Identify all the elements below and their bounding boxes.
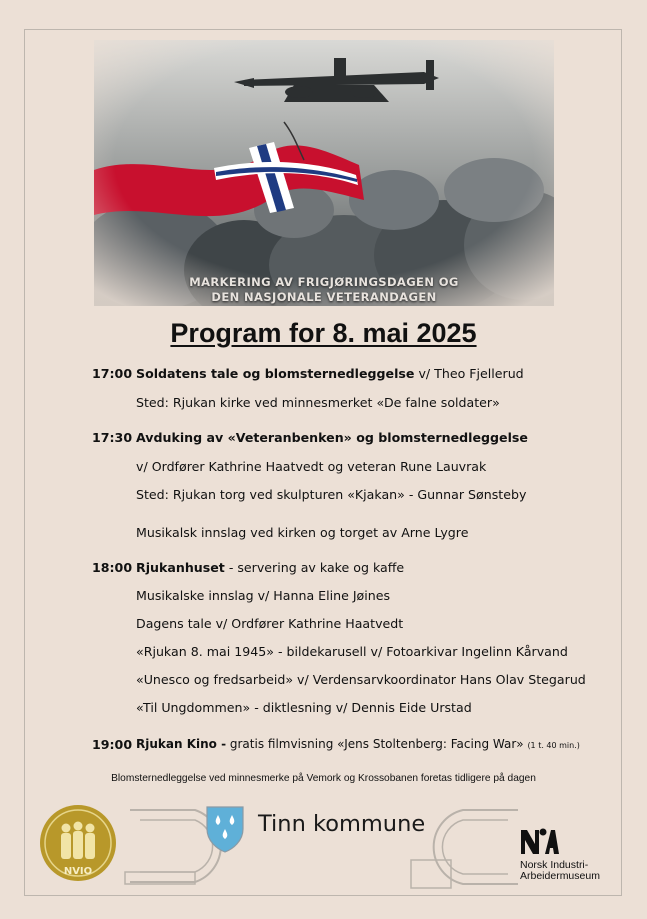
nvio-logo <box>39 804 117 882</box>
hero-image <box>94 40 554 306</box>
item-3-heading: Rjukanhuset <box>136 560 225 575</box>
item-4-duration: (1 t. 40 min.) <box>527 741 580 750</box>
program-item-3-line2: Musikalske innslag v/ Hanna Eline Jøines <box>136 588 391 603</box>
program-item-2-line2: v/ Ordfører Kathrine Haatvedt og veteran Rune Lauvrak <box>136 459 487 474</box>
program-item-1-line1 <box>136 366 524 381</box>
nia-line2: Arbeidermuseum <box>520 870 600 882</box>
program-item-2-venue: Sted: Rjukan torg ved skulpturen «Kjakan» - Gunnar Sønsteby <box>136 487 527 502</box>
program-item-3-line3: Dagens tale v/ Ordfører Kathrine Haatvedt <box>136 616 404 631</box>
program-item-4-line1 <box>136 737 580 751</box>
program-item-2-heading <box>136 430 528 445</box>
item-1-heading: Soldatens tale og blomsternedleggelse <box>136 366 415 381</box>
tinn-kommune-wordmark: Tinn kommune <box>258 811 426 837</box>
hero-caption-line2: DEN NASJONALE VETERANDAGEN <box>211 290 437 304</box>
nia-line1: Norsk Industri- <box>520 859 589 871</box>
program-title: Program for 8. mai 2025 <box>170 318 477 348</box>
program-item-3-line5: «Unesco og fredsarbeid» v/ Verdensarvkoordinator Hans Olav Stegarud <box>136 672 586 687</box>
nia-name <box>520 860 600 882</box>
program-item-3-line1 <box>136 560 404 575</box>
program-item-3-line6: «Til Ungdommen» - diktlesning v/ Dennis Eide Urstad <box>136 700 472 715</box>
time-1700: 17:00 <box>92 366 133 381</box>
time-1800: 18:00 <box>92 560 133 575</box>
nvio-text: NVIO <box>63 866 93 877</box>
program-item-3-line4: «Rjukan 8. mai 1945» - bildekarusell v/ Fotoarkivar Ingelinn Kårvand <box>136 644 568 659</box>
nia-logo-mark <box>519 826 559 856</box>
program-item-2-music: Musikalsk innslag ved kirken og torget av Arne Lygre <box>136 525 469 540</box>
item-2-heading: Avduking av «Veteranbenken» og blomsternedleggelse <box>136 430 528 445</box>
item-3-detail: - servering av kake og kaffe <box>224 560 405 575</box>
footer-note: Blomsternedleggelse ved minnesmerke på Vemork og Krossobanen foretas tidligere på dagen <box>111 773 536 784</box>
item-1-speaker: v/ Theo Fjellerud <box>414 366 524 381</box>
time-1730: 17:30 <box>92 430 133 445</box>
hero-caption-line1: MARKERING AV FRIGJØRINGSDAGEN OG <box>189 275 459 289</box>
tinn-coat-of-arms-icon <box>205 805 245 853</box>
item-4-detail: gratis filmvisning «Jens Stoltenberg: Facing War» <box>226 737 524 751</box>
program-item-1-venue: Sted: Rjukan kirke ved minnesmerket «De falne soldater» <box>136 395 500 410</box>
item-4-heading: Rjukan Kino - <box>136 737 227 751</box>
time-1900: 19:00 <box>92 737 133 752</box>
